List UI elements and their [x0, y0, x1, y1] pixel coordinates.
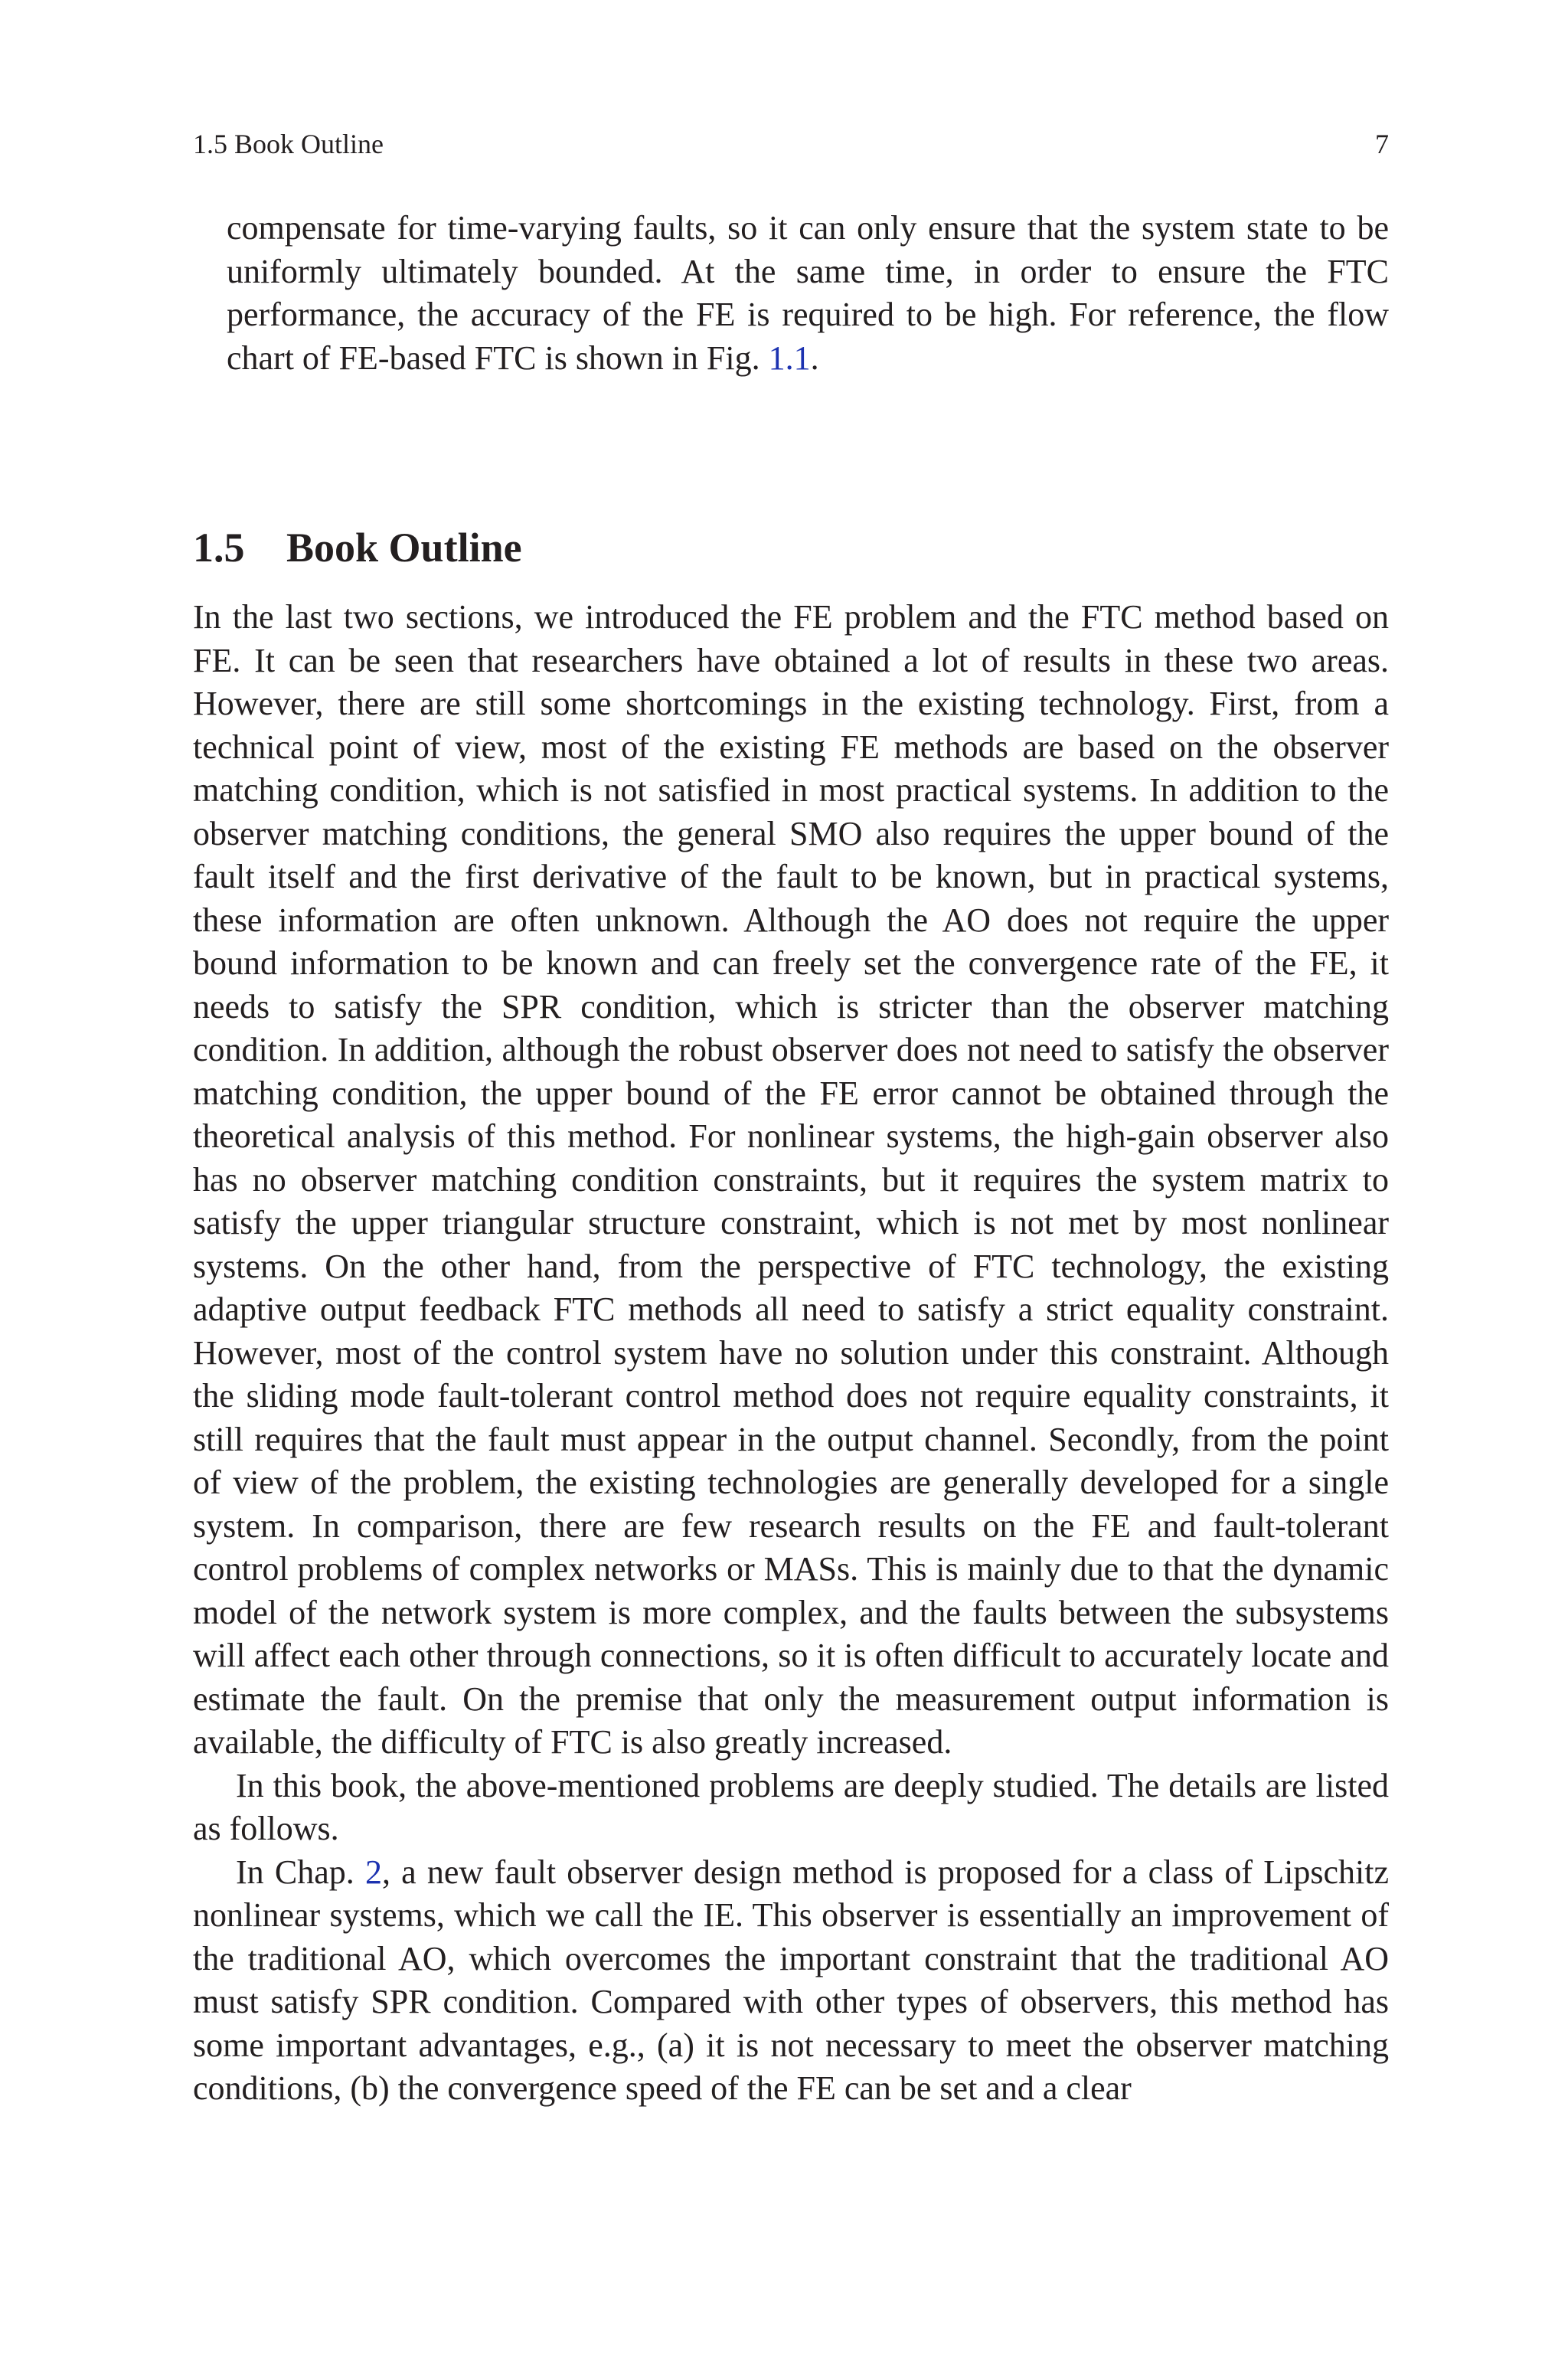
section-title: Book Outline: [286, 524, 522, 571]
chapter-reference-link[interactable]: 2: [364, 1853, 382, 1891]
intro-paragraph-text: compensate for time-varying faults, so it can only ensure that the system state to be uniformly ultimately bounded. At the same time, in order to ensure the FTC performance, the accuracy of the FE is required to be high. For reference, the flow chart of FE-based FTC is shown in Fig.: [227, 209, 1389, 377]
section-number: 1.5: [193, 524, 245, 571]
section-body: [193, 596, 1389, 2111]
intro-paragraph-block: [227, 207, 1389, 380]
intro-paragraph-end: .: [810, 339, 819, 377]
body-paragraph-3: [193, 1851, 1389, 2111]
body-paragraph-2: In this book, the above-mentioned problems are deeply studied. The details are listed as follows.: [193, 1766, 1389, 1847]
intro-paragraph: [227, 207, 1389, 380]
page-number: 7: [1375, 129, 1389, 159]
body-paragraph-1: In the last two sections, we introduced the FE problem and the FTC method based on FE. It can be seen that researchers have obtained a lot of results in these two areas. However, there are still some shortcomings in the existing technology. First, from a technical point of view, most of the existing FE methods are based on the observer matching condition, which is not satisfied in most practical systems. In addition to the observer matching conditions, the general SMO also requires the upper bound of the fault itself and the first derivative of the fault to be known, but in practical systems, these information are often unknown. Although the AO does not require the upper bound information to be known and can freely set the convergence rate of the FE, it needs to satisfy the SPR condition, which is stricter than the observer matching condition. In addition, although the robust observer does not need to satisfy the observer matching condition, the upper bound of the FE error cannot be obtained through the theoretical analysis of this method. For nonlinear systems, the high-gain observer also has no observer matching condition constraints, but it requires the system matrix to satisfy the upper triangular structure constraint, which is not met by most nonlinear systems. On the other hand, from the perspective of FTC technology, the existing adaptive output feedback FTC methods all need to satisfy a strict equality constraint. However, most of the control system have no solution under this constraint. Although the sliding mode fault-tolerant control method does not require equality constraints, it still requires that the fault must appear in the output channel. Secondly, from the point of view of the problem, the existing technologies are generally developed for a single system. In comparison, there are few research results on the FE and fault-tolerant control problems of complex networks or MASs. This is mainly due to that the dynamic model of the network system is more complex, and the faults between the subsystems will affect each other through connections, so it is often difficult to accurately locate and estimate the fault. On the premise that only the measurement output information is available, the difficulty of FTC is also greatly increased.: [193, 598, 1389, 1761]
paragraph-3-rest: , a new fault observer design method is proposed for a class of Lipschitz nonlinear systems, which we call the IE. This observer is essentially an improvement of the traditional AO, which overcomes the important constraint that the traditional AO must satisfy SPR condition. Compared with other types of observers, this method has some important advantages, e.g., (a) it is not necessary to meet the observer matching conditions, (b) the convergence speed of the FE can be set and a clear: [193, 1853, 1389, 2107]
running-head-title: 1.5 Book Outline: [193, 129, 384, 159]
running-head: [193, 126, 1389, 162]
figure-reference-link[interactable]: 1.1: [768, 339, 811, 377]
section-heading: [193, 523, 522, 572]
paragraph-3-start: In Chap.: [236, 1853, 354, 1891]
